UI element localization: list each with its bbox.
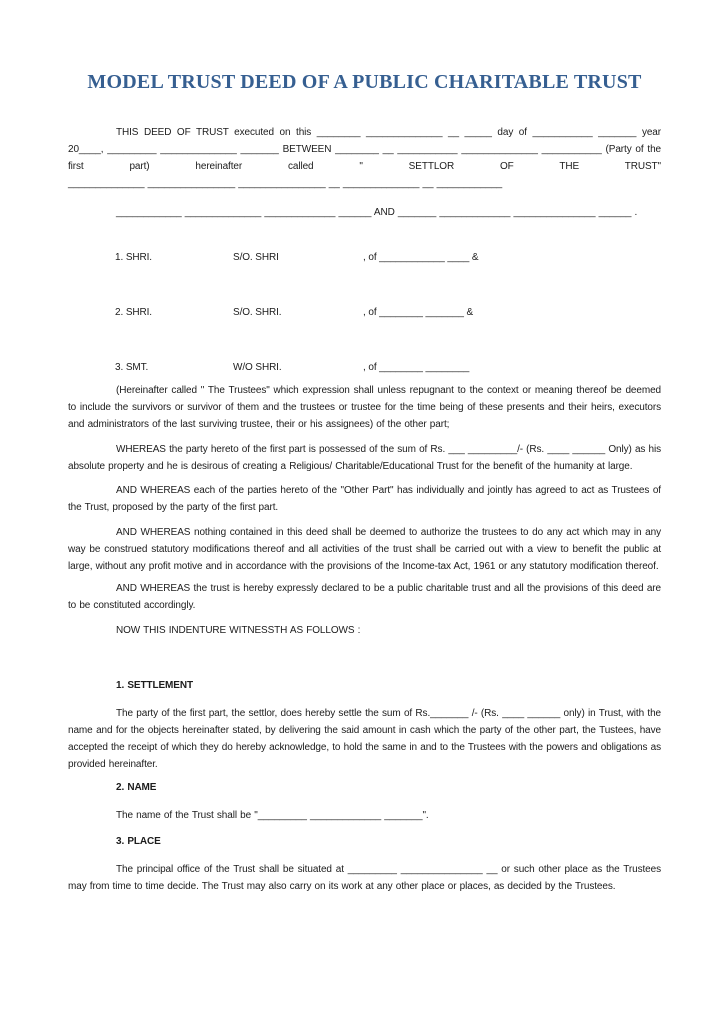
section-heading-name: 2. NAME [116, 782, 157, 793]
trustee-relation: S/O. SHRI. [233, 307, 282, 318]
section-body-settlement: The party of the first part, the settlor, does hereby settle the sum of Rs._______ /- (Rs. ____ ______ only) in Trust, with the name and for the objects hereinafter stated, by delivering the said amount in cash which the party of the other part, the Tustees, have accepted the receipt of which they do hereby acknowledge, to hold the same in and to the Trustees with the powers and obligations as provided hereinafter. [68, 708, 661, 770]
whereas-sum-paragraph: WHEREAS the party hereto of the first part is possessed of the sum of Rs. ___ _________/- (Rs. ____ ______ Only) as his absolute property and he is desirous of creating a Religious/ Charitable/Educational Trust for the benefit of the humanity at large. [68, 444, 661, 472]
trustee-row-3 [115, 359, 661, 376]
section-heading-settlement: 1. SETTLEMENT [116, 680, 193, 691]
trustee-of-blank: , of ____________ ____ & [363, 252, 479, 263]
whereas-nothing-paragraph: AND WHEREAS nothing contained in this deed shall be deemed to authorize the trustees to do any act which may in any way be construed statutory modifications thereof and all activities of the trust shall be carried out with a view to benefit the public at large, without any profit motive and in accordance with the provisions of the Income-tax Act, 1961 or any statutory modification thereof. [68, 527, 661, 572]
trustee-relation: S/O. SHRI [233, 252, 279, 263]
document-title: MODEL TRUST DEED OF A PUBLIC CHARITABLE TRUST [87, 71, 642, 93]
trustee-of-blank: , of ________ ________ [363, 362, 470, 373]
section-body-name: The name of the Trust shall be "_________ _____________ _______". [116, 810, 429, 821]
trustee-of-blank: , of ________ _______ & [363, 307, 474, 318]
opening-paragraph: THIS DEED OF TRUST executed on this ________ ______________ __ _____ day of ___________ _______ year 20____, _________ ______________ _______ BETWEEN ________ __ ___________ ______________ ___________ (Party of the first part) hereinafter called " SETTLOR OF THE TRUST" [68, 127, 661, 172]
trustee-list [68, 249, 661, 376]
hereinafter-paragraph: (Hereinafter called " The Trustees" which expression shall unless repugnant to the context or meaning thereof be deemed to include the survivors or survivor of them and the trustees or trustee for the time being of these presents and their heirs, executors and administrators of the last surviving trustee, their or his assignees) of the other part; [68, 385, 661, 430]
and-line: ____________ ______________ _____________ ______ AND _______ _____________ _______________ ______ . [116, 207, 638, 218]
section-body-place: The principal office of the Trust shall be situated at _________ _______________ __ or such other place as the Trustees may from time to time decide. The Trust may also carry on its work at any other place or places, as decided by the Trustees. [68, 864, 661, 892]
trustee-label: 3. SMT. [115, 362, 149, 373]
trustee-label: 1. SHRI. [115, 252, 152, 263]
section-heading-place: 3. PLACE [116, 836, 161, 847]
whereas-declared-paragraph: AND WHEREAS the trust is hereby expressly declared to be a public charitable trust and all the provisions of this deed are to be constituted accordingly. [68, 583, 661, 611]
whereas-parties-paragraph: AND WHEREAS each of the parties hereto of the "Other Part" has individually and jointly has agreed to act as Trustees of the Trust, proposed by the party of the first part. [68, 485, 661, 513]
trustee-relation: W/O SHRI. [233, 362, 282, 373]
trustee-label: 2. SHRI. [115, 307, 152, 318]
opening-blank-line: ______________ ________________ ________________ __ ______________ __ ____________ [68, 178, 503, 189]
trustee-row-1 [115, 249, 661, 266]
witnesseth-line: NOW THIS INDENTURE WITNESSTH AS FOLLOWS : [116, 625, 361, 636]
trustee-row-2 [115, 304, 661, 321]
